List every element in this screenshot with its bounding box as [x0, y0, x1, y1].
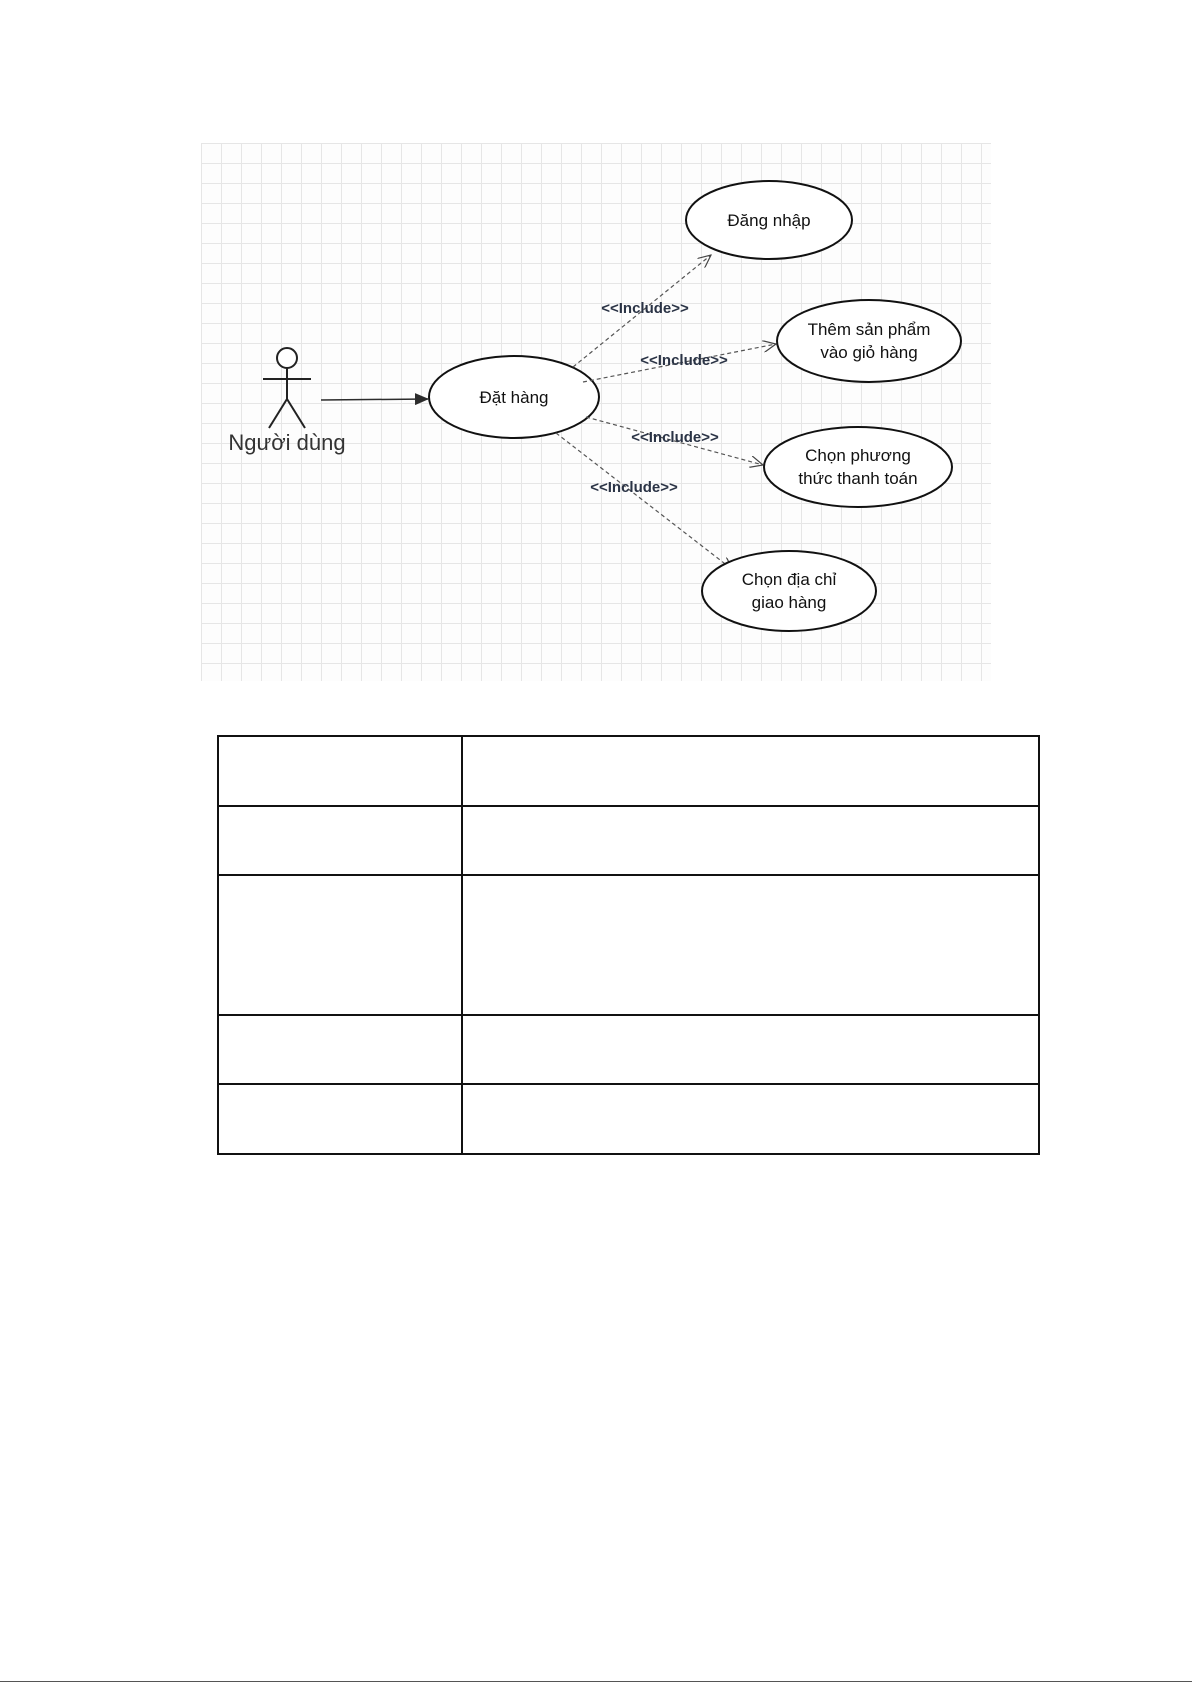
- include-line-dia-chi: [556, 433, 733, 570]
- table-value-cell: [462, 875, 1039, 1015]
- diagram-canvas: [201, 143, 991, 681]
- table-row: [218, 875, 1039, 1015]
- use-case-them-san-pham: [777, 300, 961, 382]
- use-case-label-line-1: Thêm sản phẩm: [807, 320, 931, 339]
- include-label-them-san-pham: <<Include>>: [640, 352, 728, 369]
- table-value-cell: [462, 736, 1039, 806]
- association-line: [321, 399, 428, 400]
- actor-user: [228, 348, 345, 455]
- table-value-cell: [462, 1084, 1039, 1154]
- use-case-label-line-2: giao hàng: [751, 593, 827, 612]
- use-case-dia-chi: [702, 551, 876, 631]
- use-case-ellipse: [764, 427, 952, 507]
- use-case-thanh-toan: [764, 427, 952, 507]
- use-case-label: Đăng nhập: [727, 211, 811, 230]
- actor-label: Người dùng: [228, 430, 346, 455]
- use-case-label-line-1: Chọn phương: [805, 446, 911, 465]
- table-label-cell: [218, 875, 462, 1015]
- table-row: [218, 806, 1039, 875]
- use-case-ellipse: [702, 551, 876, 631]
- table-label-cell: [218, 1015, 462, 1084]
- use-case-label-line-1: Chọn địa chỉ: [741, 570, 837, 589]
- table-row: [218, 1084, 1039, 1154]
- use-case-label: Đặt hàng: [479, 388, 549, 407]
- actor-right-leg: [287, 399, 305, 428]
- table-value-cell: [462, 806, 1039, 875]
- page-bottom-rule: [0, 1681, 1192, 1682]
- use-case-diagram: [201, 143, 991, 681]
- table-row: [218, 736, 1039, 806]
- use-case-ellipse: [777, 300, 961, 382]
- include-label-dang-nhap: <<Include>>: [601, 300, 689, 317]
- table-label-cell: [218, 1084, 462, 1154]
- include-label-dia-chi: <<Include>>: [590, 479, 678, 496]
- use-case-label-line-2: thức thanh toán: [798, 469, 918, 488]
- use-case-dat-hang: [429, 356, 599, 438]
- table-label-cell: [218, 736, 462, 806]
- table-row: [218, 1015, 1039, 1084]
- table-value-cell: [462, 1015, 1039, 1084]
- use-case-label-line-2: vào giỏ hàng: [820, 343, 918, 362]
- include-label-thanh-toan: <<Include>>: [631, 429, 719, 446]
- actor-head: [277, 348, 297, 368]
- use-case-dang-nhap: [686, 181, 852, 259]
- actor-left-leg: [269, 399, 287, 428]
- table-label-cell: [218, 806, 462, 875]
- use-case-spec-table: [217, 735, 1040, 1155]
